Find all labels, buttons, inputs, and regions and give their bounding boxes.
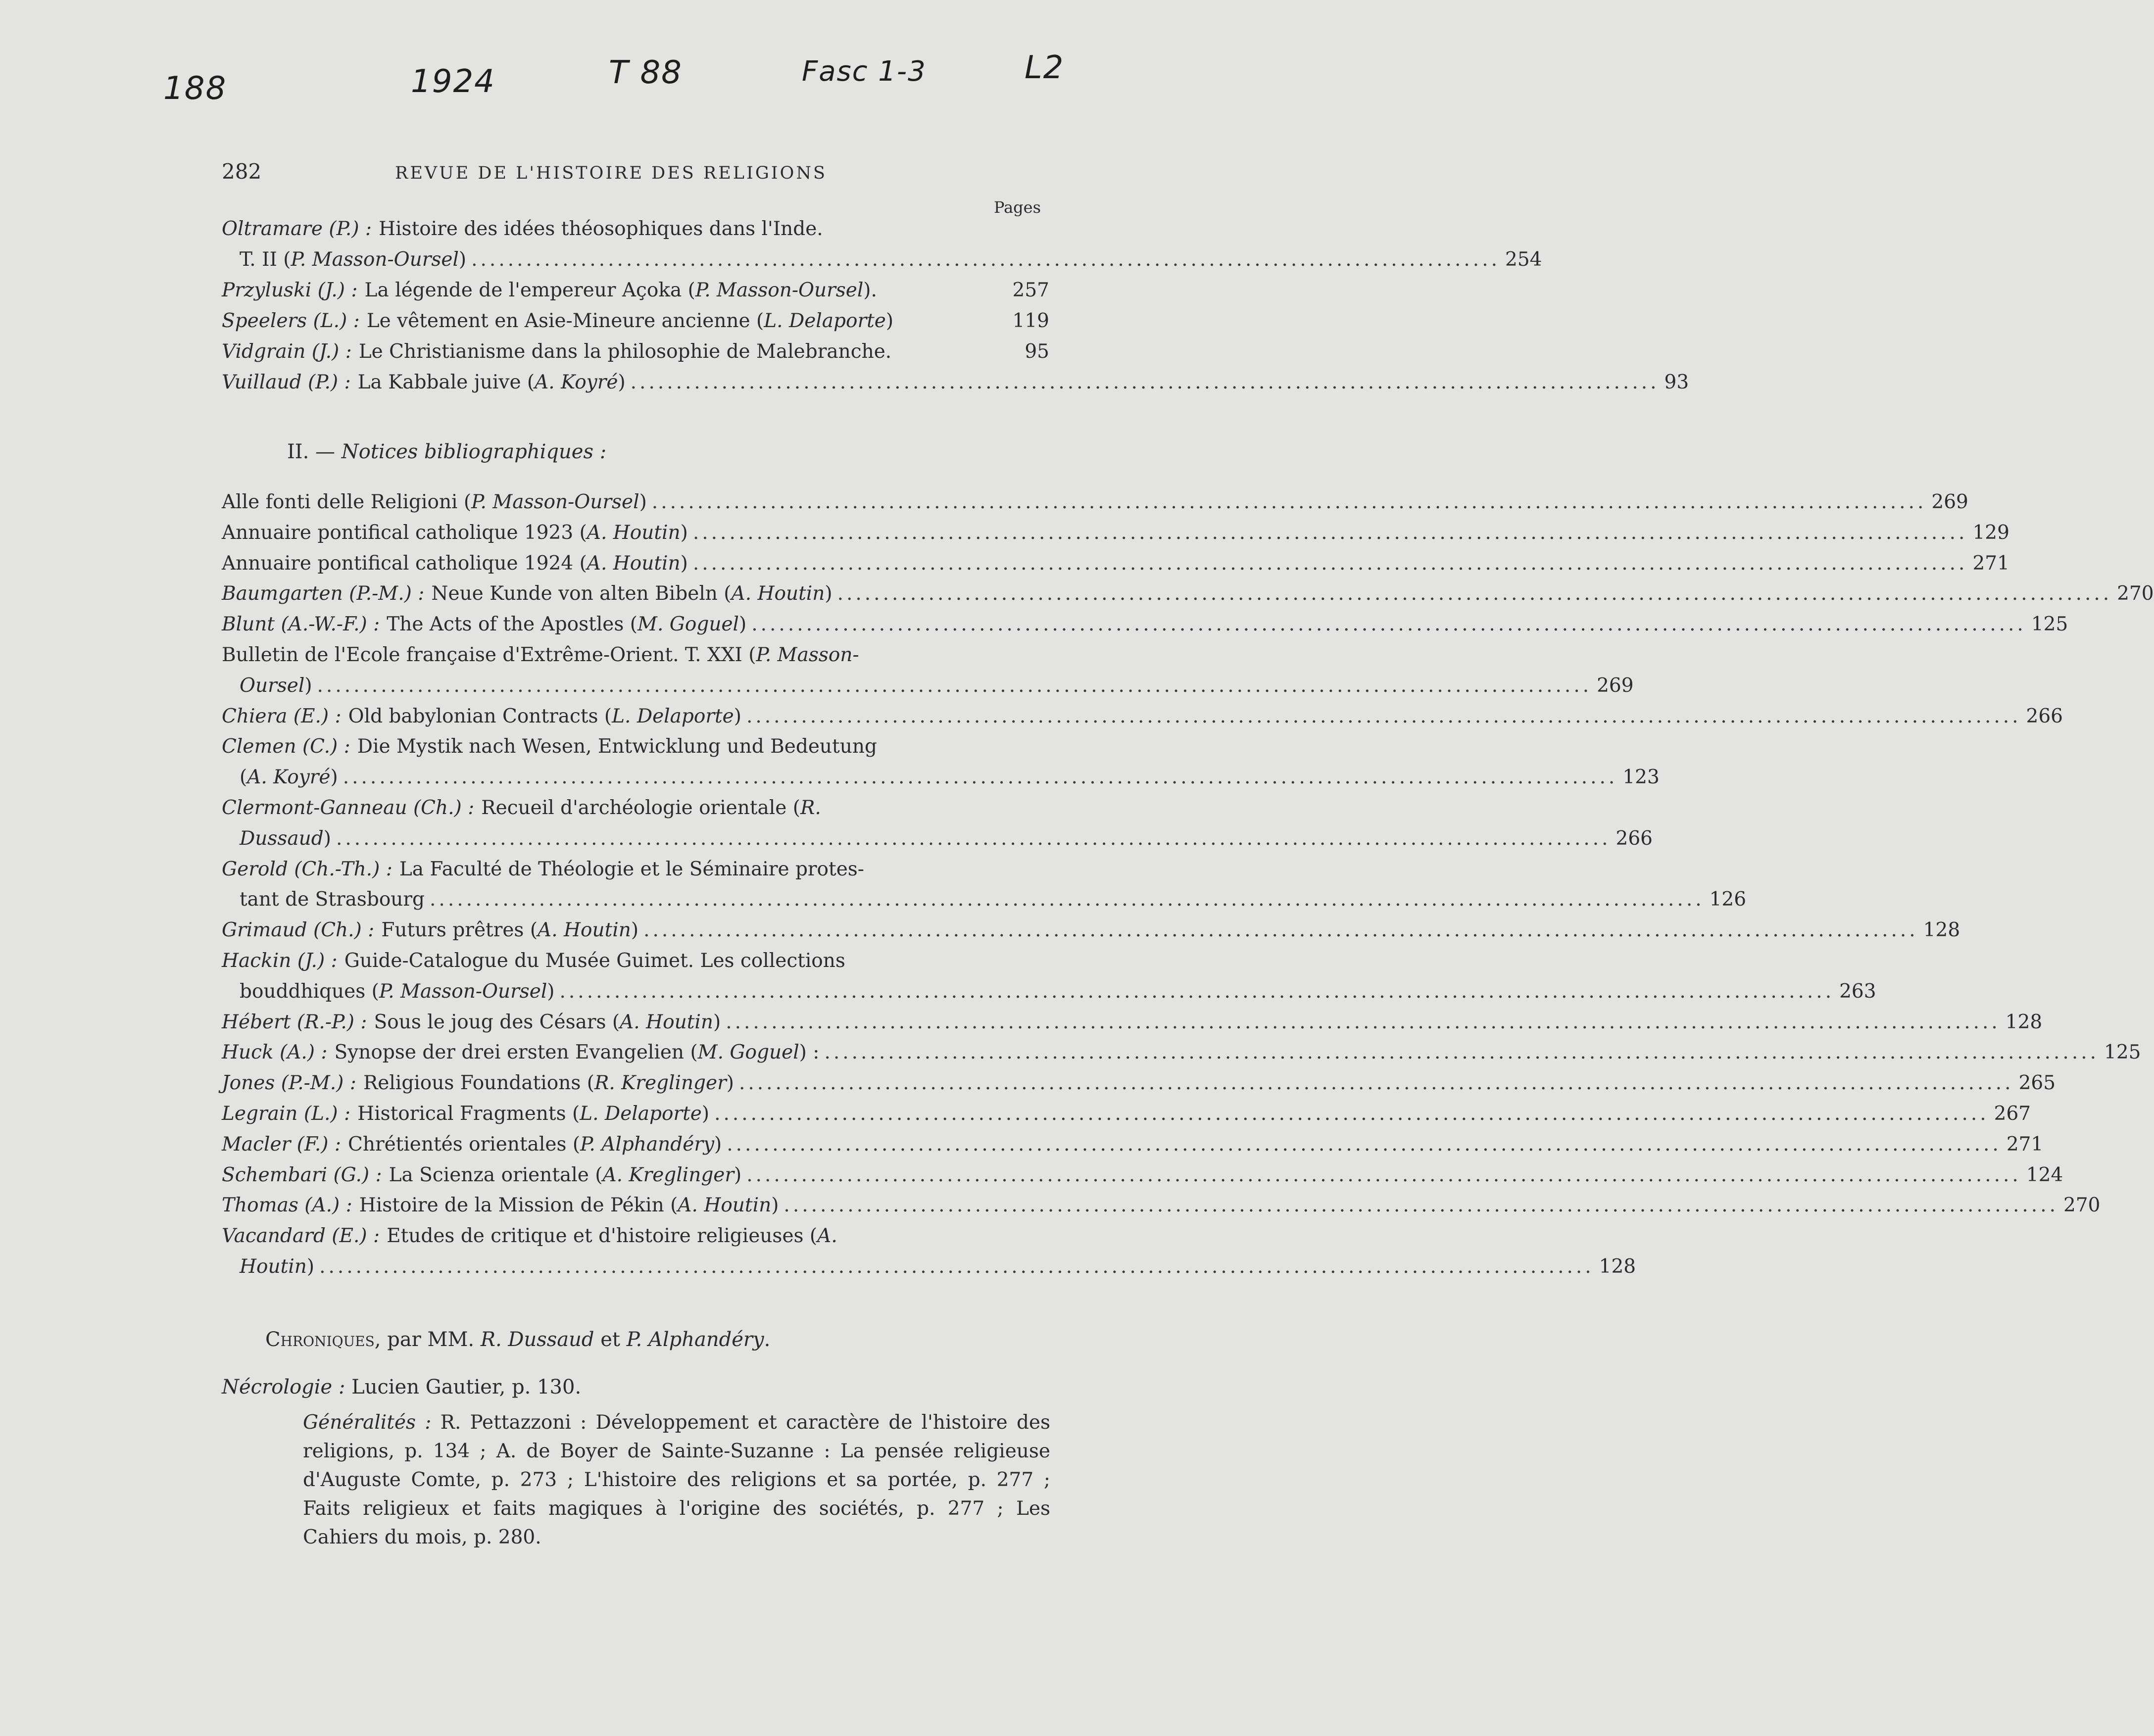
dot-leader: ............................................................................................................................................ xyxy=(824,1041,2100,1063)
page-reference: 95 xyxy=(1025,340,1049,363)
pages-column-label: Pages xyxy=(994,198,1041,217)
page-reference: 270 xyxy=(2117,582,2154,605)
list-item: Speelers (L.) : Le vêtement en Asie-Mineure ancienne ( L. Delaporte ) 119 xyxy=(222,310,1049,332)
dot-leader: ............................................................................................................................................ xyxy=(726,1011,2001,1033)
page-reference: 126 xyxy=(1709,888,1747,911)
page-reference: 266 xyxy=(2026,705,2063,727)
author: Hébert (R.-P.) : xyxy=(222,1011,367,1033)
author: Huck (A.) : xyxy=(222,1041,328,1063)
list-item xyxy=(240,766,1660,796)
page-reference: 128 xyxy=(1599,1255,1636,1278)
page-reference: 123 xyxy=(1622,766,1660,788)
punctuation: ) xyxy=(734,705,741,727)
author: Jones (P.-M.) : xyxy=(222,1072,356,1094)
reviewer: P. Masson-Oursel xyxy=(695,279,864,301)
reviewer: P. Masson- xyxy=(756,644,859,666)
title: Recueil d'archéologie orientale ( xyxy=(481,797,800,819)
author: Vuillaud (P.) : xyxy=(222,371,351,393)
dot-leader: ............................................................................................................................................ xyxy=(651,491,1927,513)
dot-leader: ............................................................................................................................................ xyxy=(692,552,1968,575)
dot-leader: ................................................................................................................. xyxy=(471,248,1500,271)
reviewer: M. Goguel xyxy=(637,613,739,635)
title: Le vêtement en Asie-Mineure ancienne ( xyxy=(366,310,764,332)
page-reference: 124 xyxy=(2026,1164,2063,1186)
dot-leader: ............................................................................................................................................ xyxy=(727,1133,2002,1156)
title: Histoire des idées théosophiques dans l'Inde. xyxy=(379,218,823,240)
author: Vidgrain (J.) : xyxy=(222,340,352,363)
title-continued: ( xyxy=(240,766,247,788)
title: La Faculté de Théologie et le Séminaire protes- xyxy=(399,858,864,880)
dot-leader: ............................................................................................................................................ xyxy=(714,1103,1989,1125)
reviewer: A. xyxy=(817,1225,837,1247)
list-item xyxy=(240,888,1747,918)
list-item xyxy=(222,797,1049,826)
dot-leader: ............................................................................................................................................ xyxy=(738,1072,2014,1094)
author: Legrain (L.) : xyxy=(222,1103,351,1125)
dot-leader: ............................................................................................................................................ xyxy=(692,522,1968,544)
page-reference: 254 xyxy=(1505,248,1542,271)
dot-leader: ............................................................................................................................................ xyxy=(643,919,1918,941)
title: The Acts of the Apostles ( xyxy=(387,613,638,635)
page-reference: 263 xyxy=(1839,980,1876,1003)
list-item xyxy=(222,644,1049,674)
page-reference: 269 xyxy=(1931,491,1968,513)
reviewer: R. Kreglinger xyxy=(594,1072,727,1094)
author: Przyluski (J.) : xyxy=(222,279,358,301)
handwritten-annotation-1: 188 xyxy=(163,70,227,107)
list-item xyxy=(222,552,2009,582)
author: Speelers (L.) : xyxy=(222,310,360,332)
page-reference: 129 xyxy=(1972,522,2009,544)
page-reference: 119 xyxy=(1012,310,1049,332)
punctuation: ) xyxy=(631,919,639,941)
author: Macler (F.) : xyxy=(222,1133,341,1156)
reviewer: A. Houtin xyxy=(538,919,631,941)
punctuation: ) : xyxy=(799,1041,820,1063)
page-reference: 128 xyxy=(1923,919,1960,941)
page-reference: 93 xyxy=(1664,371,1689,393)
title-continued: bouddhiques ( xyxy=(240,980,379,1003)
page-reference: 269 xyxy=(1597,675,1634,697)
title: Religious Foundations ( xyxy=(363,1072,595,1094)
reviewer: Houtin xyxy=(240,1255,307,1278)
handwritten-annotation-2: 1924 xyxy=(411,63,495,100)
list-item xyxy=(222,340,1049,370)
list-item xyxy=(240,827,1653,857)
author: Hackin (J.) : xyxy=(222,950,338,972)
page-reference: 265 xyxy=(2018,1072,2056,1094)
title: Historical Fragments ( xyxy=(357,1103,580,1125)
punctuation: ) xyxy=(713,1011,721,1033)
title: Guide-Catalogue du Musée Guimet. Les collections xyxy=(344,950,845,972)
title: Futurs prêtres ( xyxy=(381,919,538,941)
list-item xyxy=(222,1164,2063,1194)
reviewer: P. Masson-Oursel xyxy=(379,980,547,1003)
page-reference: 266 xyxy=(1616,827,1653,850)
title: Die Mystik nach Wesen, Entwicklung und Bedeutung xyxy=(357,735,877,758)
dot-leader: ............................................................................................................................................ xyxy=(783,1194,2058,1216)
punctuation: ) xyxy=(639,491,647,513)
page-reference: 128 xyxy=(2005,1011,2043,1033)
page-reference: 271 xyxy=(1972,552,2009,575)
reviewer: Dussaud xyxy=(240,827,324,850)
author: Grimaud (Ch.) : xyxy=(222,919,375,941)
dot-leader: ............................................................................................................................................ xyxy=(746,705,2021,727)
running-title: REVUE DE L'HISTOIRE DES RELIGIONS xyxy=(395,163,827,183)
list-item xyxy=(222,491,1968,521)
title: Old babylonian Contracts ( xyxy=(348,705,612,727)
reviewer: R. xyxy=(800,797,821,819)
reviewer: P. Masson-Oursel xyxy=(291,248,459,271)
list-item xyxy=(222,1133,2044,1163)
page-number: 282 xyxy=(222,159,262,184)
author: Oltramare (P.) : xyxy=(222,218,372,240)
punctuation: ) xyxy=(771,1194,779,1216)
list-item xyxy=(222,582,2154,612)
title: Sous le joug des Césars ( xyxy=(374,1011,620,1033)
handwritten-annotation-5: L2 xyxy=(1025,49,1065,86)
title: Le Christianisme dans la philosophie de Malebranche. xyxy=(358,340,892,363)
author: Clemen (C.) : xyxy=(222,735,350,758)
title: Chrétientés orientales ( xyxy=(347,1133,581,1156)
reviewer: P. Alphandéry xyxy=(580,1133,715,1156)
dot-leader: ............................................................................................................................................ xyxy=(317,675,1592,697)
dot-leader: ............................................................................................................................................ xyxy=(336,827,1611,850)
title: Bulletin de l'Ecole française d'Extrême-Orient. T. XXI ( xyxy=(222,644,756,666)
title: Neue Kunde von alten Bibeln ( xyxy=(431,582,732,605)
dot-leader: ............................................................................................................................................ xyxy=(751,613,2026,635)
title: Etudes de critique et d'histoire religieuses ( xyxy=(387,1225,818,1247)
reviewer: A. Houtin xyxy=(620,1011,713,1033)
handwritten-annotation-4: Fasc 1-3 xyxy=(802,55,927,88)
title-continued: tant de Strasbourg xyxy=(240,888,425,911)
list-item xyxy=(222,1225,1049,1254)
dot-leader: ............................................................................................................................................ xyxy=(746,1164,2021,1186)
title: La Scienza orientale ( xyxy=(389,1164,603,1186)
chroniques-heading: Chroniques, par MM. R. Dussaud et P. Alphandéry. xyxy=(265,1328,771,1351)
list-item xyxy=(222,1011,2043,1041)
title: La légende de l'empereur Açoka ( xyxy=(364,279,695,301)
punctuation: ) xyxy=(726,1072,734,1094)
handwritten-annotation-3: T 88 xyxy=(609,54,683,91)
page-reference: 271 xyxy=(2006,1133,2044,1156)
punctuation: ) xyxy=(330,766,338,788)
punctuation: ) xyxy=(323,827,331,850)
reviewer: Oursel xyxy=(240,675,305,697)
punctuation: ) xyxy=(547,980,555,1003)
reviewer: A. Koyré xyxy=(247,766,331,788)
punctuation: ) xyxy=(734,1164,742,1186)
punctuation: ) xyxy=(304,675,312,697)
page-reference: 125 xyxy=(2031,613,2068,635)
reviewer: A. Houtin xyxy=(678,1194,772,1216)
author: Gerold (Ch.-Th.) : xyxy=(222,858,392,880)
reviewer: L. Delaporte xyxy=(612,705,734,727)
title: Histoire de la Mission de Pékin ( xyxy=(359,1194,678,1216)
dot-leader: ............................................................................................................................................ xyxy=(430,888,1705,911)
punctuation: ) xyxy=(714,1133,722,1156)
necrologie-line: Nécrologie : Lucien Gautier, p. 130. xyxy=(222,1376,582,1398)
reviewer: M. Goguel xyxy=(697,1041,799,1063)
list-item xyxy=(222,1103,2031,1132)
author: Chiera (E.) : xyxy=(222,705,342,727)
list-item xyxy=(222,218,1049,247)
list-item xyxy=(240,675,1634,704)
list-item xyxy=(222,858,1049,888)
title: Alle fonti delle Religioni ( xyxy=(222,491,472,513)
punctuation: ) xyxy=(680,522,688,544)
generalites-paragraph: Généralités : R. Pettazzoni : Développement et caractère de l'histoire des religions, p. 134 ; A. de Boyer de Sainte-Suzanne : La pensée religieuse d'Auguste Comte, p. 273 ; L'histoire des religions et sa portée, p. 277 ; Faits religieux et faits magiques à l'origine des sociétés, p. 277 ; Les Cahiers du mois, p. 280. xyxy=(303,1411,1051,1548)
punctuation: ) xyxy=(680,552,688,575)
list-item xyxy=(222,705,2063,735)
reviewer: A. Houtin xyxy=(731,582,825,605)
reviewer: A. Houtin xyxy=(587,522,681,544)
list-item xyxy=(222,613,2068,643)
title: Annuaire pontifical catholique 1923 ( xyxy=(222,522,587,544)
list-item xyxy=(222,1041,2141,1071)
list-item: Vuillaud (P.) : La Kabbale juive ( A. Koyré ) ................................................................................................................. 93 xyxy=(222,371,1689,393)
list-item xyxy=(222,1194,2101,1224)
title: Annuaire pontifical catholique 1924 ( xyxy=(222,552,587,575)
list-item xyxy=(222,1072,2056,1102)
list-item xyxy=(222,950,1049,979)
punctuation: ) xyxy=(701,1103,710,1125)
punctuation: ) xyxy=(825,582,832,605)
page-reference: 257 xyxy=(1012,279,1049,301)
list-item xyxy=(240,1255,1636,1285)
reviewer: A. Houtin xyxy=(587,552,681,575)
title: Synopse der drei ersten Evangelien ( xyxy=(334,1041,698,1063)
author: Blunt (A.-W.-F.) : xyxy=(222,613,380,635)
author: Baumgarten (P.-M.) : xyxy=(222,582,425,605)
reviewer: P. Masson-Oursel xyxy=(471,491,639,513)
section-heading: II. — Notices bibliographiques : xyxy=(287,440,607,463)
dot-leader: ............................................................................................................................................ xyxy=(319,1255,1594,1278)
page-reference: 267 xyxy=(1994,1103,2031,1125)
punctuation: ) xyxy=(306,1255,315,1278)
dot-leader: ............................................................................................................................................ xyxy=(559,980,1835,1003)
reviewer: A. Koyré xyxy=(535,371,618,393)
reviewer: L. Delaporte xyxy=(764,310,886,332)
dot-leader: ............................................................................................................................................ xyxy=(343,766,1618,788)
author: Schembari (G.) : xyxy=(222,1164,382,1186)
list-item: Przyluski (J.) : La légende de l'empereur Açoka ( P. Masson-Oursel ). 257 xyxy=(222,279,1049,301)
page-header xyxy=(222,159,1049,187)
list-item xyxy=(222,735,1049,765)
list-item: T. II ( P. Masson-Oursel ) ................................................................................................................. 254 xyxy=(240,248,1542,271)
punctuation: ) xyxy=(739,613,747,635)
list-item xyxy=(222,919,1960,949)
reviewer: L. Delaporte xyxy=(580,1103,702,1125)
list-item xyxy=(240,980,1876,1010)
author: Thomas (A.) : xyxy=(222,1194,352,1216)
reviewer: A. Kreglinger xyxy=(602,1164,734,1186)
author: Clermont-Ganneau (Ch.) : xyxy=(222,797,475,819)
dot-leader: ................................................................................................................. xyxy=(630,371,1660,393)
title: La Kabbale juive ( xyxy=(357,371,535,393)
author: Vacandard (E.) : xyxy=(222,1225,380,1247)
page-reference: 270 xyxy=(2063,1194,2101,1216)
page-reference: 125 xyxy=(2104,1041,2141,1063)
dot-leader: ............................................................................................................................................ xyxy=(837,582,2112,605)
list-item xyxy=(222,522,2009,551)
